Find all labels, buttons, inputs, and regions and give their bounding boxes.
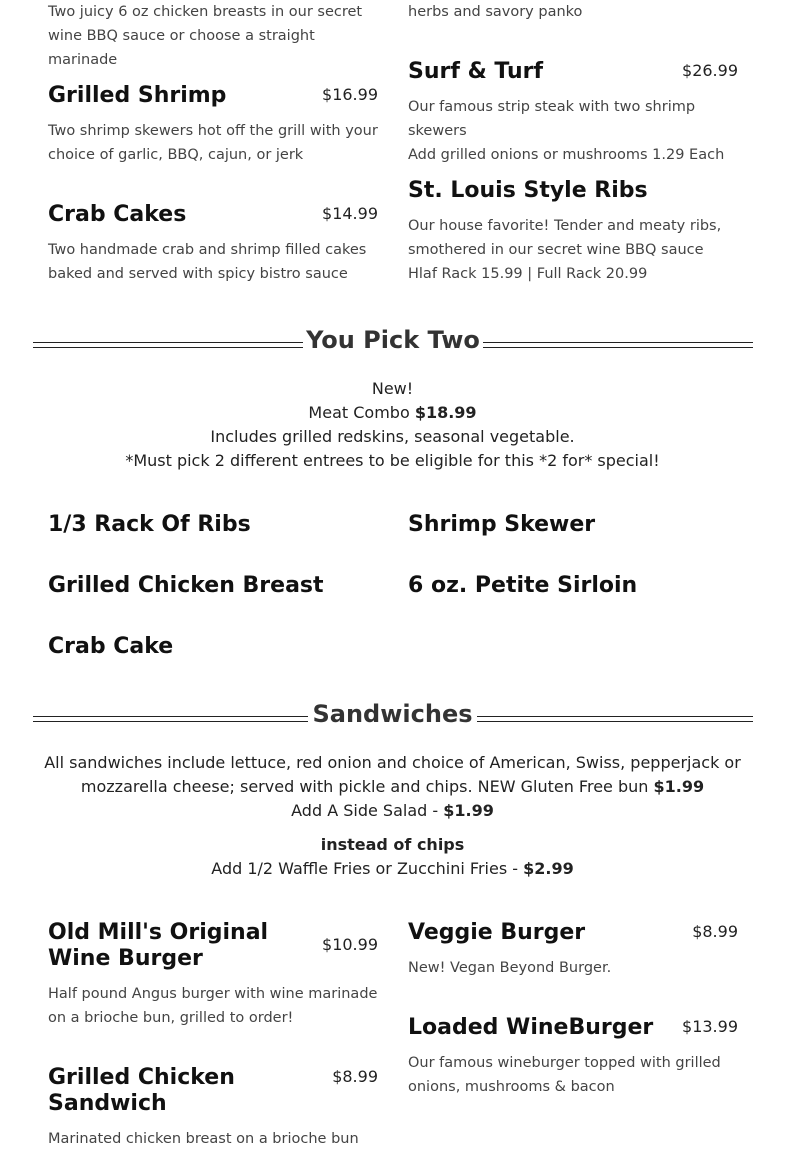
pick-option-petite-sirloin: 6 oz. Petite Sirloin — [408, 573, 638, 598]
item-description: Half pound Angus burger with wine marinade on a brioche bun, grilled to order! — [48, 986, 378, 1026]
gluten-free-price: $1.99 — [653, 777, 705, 796]
item-price: $10.99 — [322, 935, 378, 954]
item-price: $26.99 — [682, 61, 738, 80]
fries-price: $2.99 — [523, 859, 574, 878]
pick-two-info — [40, 377, 745, 473]
menu-item-veggie-burger — [408, 920, 738, 980]
section-title-sandwiches: Sandwiches — [312, 700, 473, 728]
combo-price: $18.99 — [414, 403, 477, 422]
pick-option-shrimp-skewer: Shrimp Skewer — [408, 512, 596, 537]
item-price-options: Hlaf Rack 15.99 | Full Rack 20.99 — [408, 266, 648, 282]
section-divider-left — [33, 716, 308, 722]
item-description-addon: Add grilled onions or mushrooms 1.29 Each — [408, 147, 725, 163]
section-title-pick-two: You Pick Two — [306, 326, 480, 354]
section-divider-right — [477, 716, 753, 722]
item-price: $16.99 — [322, 85, 378, 104]
side-salad-price: $1.99 — [443, 801, 494, 820]
item-price: $8.99 — [692, 922, 738, 941]
prev-item-description: herbs and savory panko — [408, 4, 583, 20]
item-title: Veggie Burger — [408, 920, 586, 945]
chicken-description: Two juicy 6 oz chicken breasts in our secret wine BBQ sauce or choose a straight marinade — [48, 4, 363, 68]
pick-option-ribs: 1/3 Rack Of Ribs — [48, 512, 251, 537]
menu-item-surf-turf — [408, 59, 738, 167]
pick-two-combo-line: Meat Combo $18.99 — [308, 403, 477, 422]
item-description: Our house favorite! Tender and meaty ribs, smothered in our secret wine BBQ sauce — [408, 218, 722, 258]
item-title: Loaded WineBurger — [408, 1015, 654, 1040]
section-divider-left — [33, 342, 303, 348]
pick-two-rule: *Must pick 2 different entrees to be eligible for this *2 for* special! — [125, 451, 660, 470]
item-price: $13.99 — [682, 1017, 738, 1036]
item-price: $8.99 — [332, 1067, 378, 1086]
item-title: Grilled Chicken Sandwich — [48, 1065, 235, 1116]
menu-item-crab-cakes — [48, 202, 378, 286]
side-salad-line: Add A Side Salad - $1.99 — [291, 801, 494, 820]
item-description: New! Vegan Beyond Burger. — [408, 960, 612, 976]
menu-item-grilled-shrimp — [48, 83, 378, 167]
item-title: Crab Cakes — [48, 202, 187, 227]
menu-item-loaded-wineburger — [408, 1015, 738, 1099]
menu-item-st-louis-ribs — [408, 178, 738, 286]
item-price: $14.99 — [322, 204, 378, 223]
fries-line: Add 1/2 Waffle Fries or Zucchini Fries - $2.99 — [211, 859, 574, 878]
pick-option-crab-cake: Crab Cake — [48, 634, 174, 659]
menu-item-old-mill-burger — [48, 920, 378, 1030]
pick-two-new-label: New! — [371, 379, 414, 398]
item-description: Our famous strip steak with two shrimp skewers — [408, 99, 696, 139]
instead-of-chips: instead of chips — [320, 835, 465, 854]
sandwiches-intro — [40, 751, 745, 881]
pick-option-chicken-breast: Grilled Chicken Breast — [48, 573, 324, 598]
item-title: St. Louis Style Ribs — [408, 178, 648, 203]
menu-item-grilled-chicken-sandwich — [48, 1065, 378, 1151]
item-description: Our famous wineburger topped with grilled onions, mushrooms & bacon — [408, 1055, 721, 1095]
section-divider-right — [483, 342, 753, 348]
item-title: Surf & Turf — [408, 59, 544, 84]
item-description: Two handmade crab and shrimp filled cakes baked and served with spicy bistro sauce — [48, 242, 367, 282]
pick-two-includes: Includes grilled redskins, seasonal vegetable. — [210, 427, 575, 446]
item-title: Old Mill's Original Wine Burger — [48, 920, 269, 971]
sandwiches-includes: All sandwiches include lettuce, red onion and choice of American, Swiss, pepperjack or mozzarella cheese; served with pickle and chips. NEW Gluten Free bun $1.99 — [44, 753, 741, 796]
item-description: Two shrimp skewers hot off the grill with your choice of garlic, BBQ, cajun, or jerk — [48, 123, 378, 163]
item-title: Grilled Shrimp — [48, 83, 227, 108]
item-description: Marinated chicken breast on a brioche bun — [48, 1131, 359, 1147]
